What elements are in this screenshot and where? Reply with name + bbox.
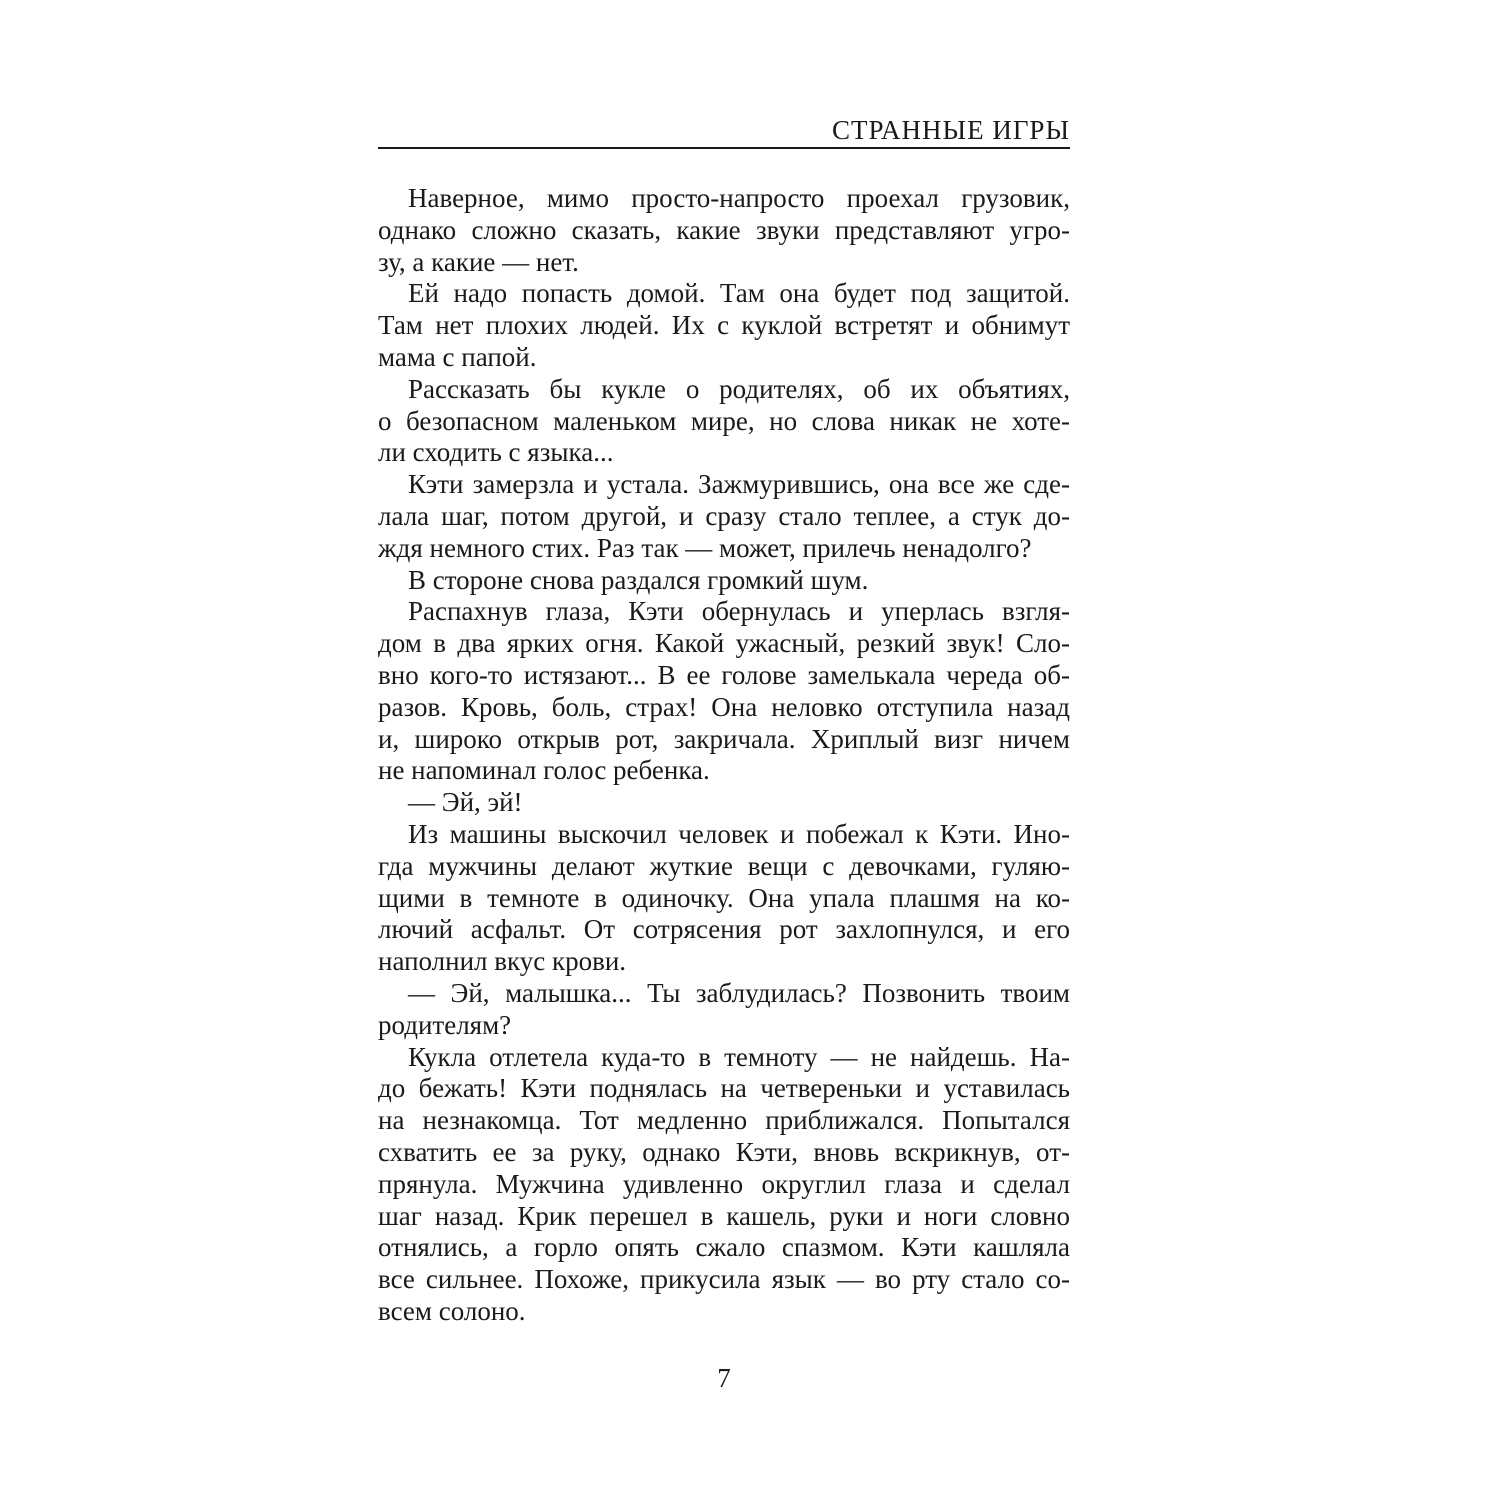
text-line: дом в два ярких огня. Какой ужасный, резкий звук! Сло- [378, 628, 1070, 659]
text-line: щими в темноте в одиночку. Она упала плашмя на ко- [378, 882, 1070, 913]
text-line: и, широко открыв рот, закричала. Хриплый визг ничем [378, 723, 1070, 754]
page-number: 7 [717, 1363, 731, 1393]
text-line: ли сходить с языка... [378, 437, 614, 468]
text-line: — Эй, эй! [408, 787, 523, 818]
text-line: родителям? [378, 1009, 512, 1040]
text-line: Кэти замерзла и устала. Зажмурившись, она все же сде- [408, 469, 1070, 500]
text-line: Наверное, мимо просто-напросто проехал грузовик, [408, 183, 1070, 213]
book-page [378, 110, 1070, 1400]
text-line: В стороне снова раздался громкий шум. [408, 564, 869, 595]
body-text [378, 183, 1070, 1328]
text-line: Ей надо попасть домой. Там она будет под защитой. [408, 278, 1070, 309]
text-line: лала шаг, потом другой, и сразу стало теплее, а стук до- [378, 500, 1070, 531]
text-line: — Эй, малышка... Ты заблудилась? Позвонить твоим [408, 977, 1070, 1008]
text-line: Кукла отлетела куда-то в темноту — не найдешь. На- [408, 1041, 1070, 1072]
text-line: лючий асфальт. От сотрясения рот захлопнулся, и его [378, 914, 1070, 945]
text-line: однако сложно сказать, какие звуки представляют угро- [378, 214, 1070, 245]
text-line: Там нет плохих людей. Их с куклой встретят и обнимут [378, 310, 1070, 341]
text-line: отнялись, а горло опять сжало спазмом. Кэти кашляла [378, 1232, 1070, 1263]
text-line: все сильнее. Похоже, прикусила язык — во рту стало со- [378, 1264, 1070, 1295]
text-line: мама с папой. [378, 341, 537, 372]
text-line: разов. Кровь, боль, страх! Она неловко отступила назад [378, 691, 1070, 722]
text-line: не напоминал голос ребенка. [378, 755, 710, 786]
text-line: шаг назад. Крик перешел в кашель, руки и ноги словно [378, 1200, 1070, 1231]
text-line: Рассказать бы кукле о родителях, об их объятиях, [408, 373, 1070, 404]
text-line: о безопасном маленьком мире, но слова никак не хоте- [378, 405, 1070, 436]
text-line: до бежать! Кэти поднялась на четвереньки и уставилась [378, 1073, 1070, 1104]
text-line: Из машины выскочил человек и побежал к Кэти. Ино- [408, 818, 1070, 849]
text-line: ждя немного стих. Раз так — может, прилечь ненадолго? [378, 532, 1032, 563]
header-rule [378, 147, 1070, 149]
text-line: Распахнув глаза, Кэти обернулась и уперлась взгля- [408, 596, 1070, 627]
text-line: прянула. Мужчина удивленно округлил глаза и сделал [378, 1168, 1070, 1199]
text-line: наполнил вкус крови. [378, 946, 627, 977]
text-line: всем солоно. [378, 1295, 526, 1326]
text-line: на незнакомца. Тот медленно приближался. Попытался [378, 1105, 1070, 1136]
text-line: схватить ее за руку, однако Кэти, вновь вскрикнув, от- [378, 1136, 1070, 1167]
text-line: гда мужчины делают жуткие вещи с девочками, гуляю- [378, 850, 1070, 881]
text-line: вно кого-то истязают... В ее голове замелькала череда об- [378, 659, 1070, 690]
running-head: СТРАННЫЕ ИГРЫ [831, 115, 1070, 145]
text-line: зу, а какие — нет. [378, 246, 579, 277]
